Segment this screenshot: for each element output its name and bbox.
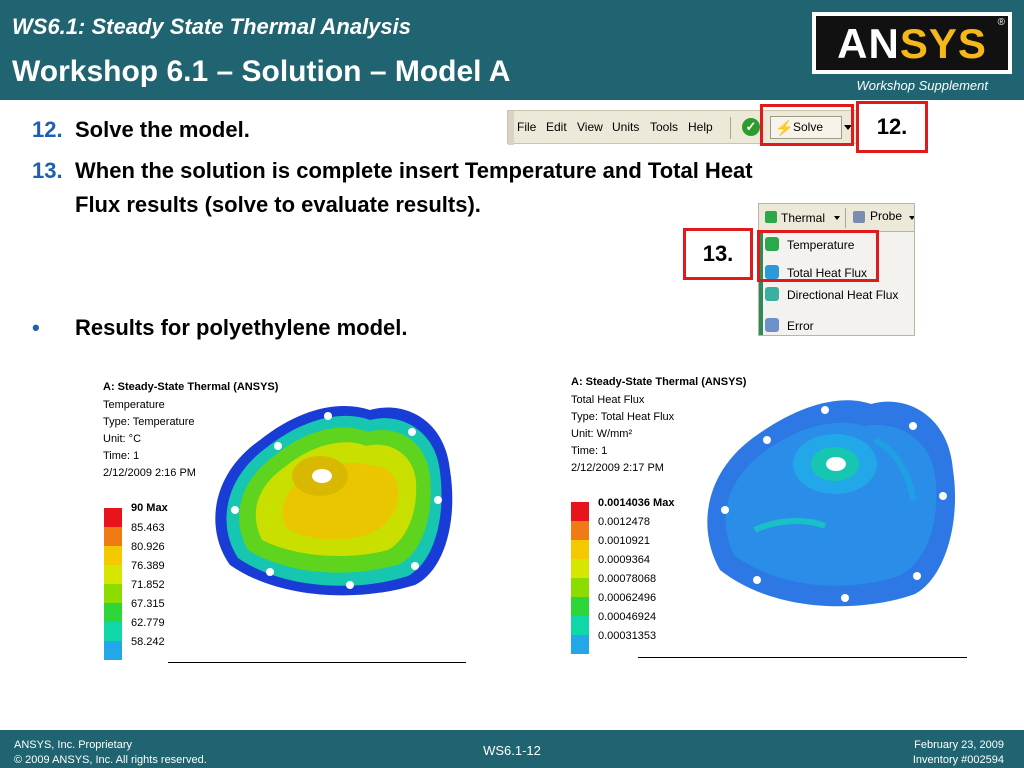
error-icon	[765, 318, 779, 332]
menu-help[interactable]: Help	[688, 120, 713, 134]
menu-edit[interactable]: Edit	[546, 120, 567, 134]
result-line: Unit: W/mm²	[571, 428, 633, 440]
callout-13: 13.	[683, 228, 753, 280]
toolbar-separator	[730, 117, 731, 139]
heat-flux-contour-model	[695, 380, 965, 620]
menu-file[interactable]: File	[517, 120, 537, 134]
probe-icon	[853, 211, 865, 223]
menu-item-label: Error	[787, 319, 814, 333]
legend-swatch	[571, 540, 589, 559]
footer-right	[913, 738, 1004, 768]
callout-12: 12.	[856, 101, 928, 153]
legend-swatch	[104, 527, 122, 546]
date-text: February 23, 2009	[914, 739, 1004, 751]
legend-value: 0.00031353	[598, 630, 657, 642]
legend-swatch	[104, 622, 122, 641]
legend-swatch	[571, 521, 589, 540]
inventory-text: Inventory #002594	[912, 754, 1004, 766]
menu-item-directional-heat-flux[interactable]	[759, 282, 915, 308]
result-heading: A: Steady-State Thermal (ANSYS)	[571, 376, 747, 388]
legend-value: 0.00078068	[598, 573, 657, 585]
step-12-number: 12.	[32, 117, 63, 142]
menu-item-error[interactable]	[759, 313, 915, 336]
slide-title: Workshop 6.1 – Solution – Model A	[12, 55, 511, 88]
thermal-icon	[765, 211, 777, 223]
legend-swatch	[571, 559, 589, 578]
proprietary-text: ANSYS, Inc. Proprietary	[14, 739, 132, 751]
result-line: Total Heat Flux	[571, 394, 645, 406]
toolbar-separator	[845, 208, 846, 228]
slide-footer	[0, 730, 1024, 768]
step-13-text-line2: Flux results (solve to evaluate results).	[75, 192, 481, 217]
probe-dropdown-arrow-icon[interactable]	[909, 216, 915, 220]
solve-highlight-box	[760, 104, 854, 146]
legend-swatch	[104, 641, 122, 660]
legend-value: 71.852	[131, 579, 165, 591]
legend-value: 62.779	[131, 617, 165, 629]
results-toolbar	[759, 204, 915, 232]
legend-swatch	[104, 603, 122, 622]
legend-value: 80.926	[131, 541, 165, 553]
model-baseline	[638, 657, 967, 658]
result-line: 2/12/2009 2:17 PM	[571, 462, 664, 474]
menu-units[interactable]: Units	[612, 120, 640, 134]
directional-heat-flux-icon	[765, 287, 779, 301]
menu-item-label: Total Heat Flux	[787, 266, 868, 280]
bullet-marker: •	[32, 315, 40, 340]
step-13-number: 13.	[32, 158, 63, 183]
result-line: Type: Total Heat Flux	[571, 411, 675, 423]
step-12-text: Solve the model.	[75, 117, 250, 142]
slide-header	[0, 0, 1024, 100]
legend-value: 0.0009364	[598, 554, 650, 566]
legend-value: 85.463	[131, 522, 165, 534]
legend-value: 58.242	[131, 636, 165, 648]
menu-view[interactable]: View	[577, 120, 603, 134]
temperature-contour-model	[200, 380, 465, 610]
result-line: Time: 1	[103, 450, 140, 462]
legend-value: 0.00062496	[598, 592, 657, 604]
legend-swatch	[571, 502, 589, 521]
legend-max-label: 90 Max	[131, 502, 168, 514]
result-heading: A: Steady-State Thermal (ANSYS)	[103, 381, 279, 393]
legend-swatch	[104, 584, 122, 603]
legend-value: 67.315	[131, 598, 165, 610]
results-highlight-box	[757, 230, 879, 282]
solve-label: Solve	[793, 120, 824, 134]
step-13-text-line1: When the solution is complete insert Temperature and Total Heat	[75, 158, 753, 183]
legend-swatch	[571, 635, 589, 654]
legend-swatch	[571, 597, 589, 616]
legend-value: 0.0012478	[598, 516, 650, 528]
result-line: Time: 1	[571, 445, 608, 457]
result-line: Temperature	[103, 399, 165, 411]
probe-dropdown[interactable]: Probe	[870, 209, 903, 223]
legend-swatch	[571, 578, 589, 597]
legend-value: 76.389	[131, 560, 165, 572]
model-baseline	[168, 662, 466, 663]
legend-swatch	[104, 565, 122, 584]
legend-value: 0.00046924	[598, 611, 657, 623]
legend-swatch	[571, 616, 589, 635]
legend-value: 0.0010921	[598, 535, 650, 547]
slide-subtitle: WS6.1: Steady State Thermal Analysis	[12, 14, 411, 39]
thermal-dropdown[interactable]: Thermal	[781, 211, 826, 225]
result-line: Unit: °C	[103, 433, 142, 445]
thermal-dropdown-arrow-icon[interactable]	[834, 216, 840, 220]
bullet-results-text: Results for polyethylene model.	[75, 315, 408, 340]
workshop-supplement-label: Workshop Supplement	[856, 78, 988, 93]
check-icon[interactable]: ✓	[742, 118, 760, 136]
menu-tools[interactable]: Tools	[650, 120, 679, 134]
lightning-bolt-icon: ⚡	[775, 120, 794, 137]
legend-swatch	[104, 546, 122, 565]
legend-max-label: 0.0014036 Max	[598, 497, 675, 509]
result-line: Type: Temperature	[103, 416, 195, 428]
legend-swatch	[104, 508, 122, 527]
result-line: 2/12/2009 2:16 PM	[103, 467, 196, 479]
slide-number: WS6.1-12	[483, 743, 541, 758]
copyright-text: © 2009 ANSYS, Inc. All rights reserved.	[14, 754, 207, 766]
menu-item-label: Directional Heat Flux	[787, 288, 899, 302]
ansys-logo: ANSYS ®	[812, 12, 1012, 74]
menu-item-label: Temperature	[787, 238, 855, 252]
